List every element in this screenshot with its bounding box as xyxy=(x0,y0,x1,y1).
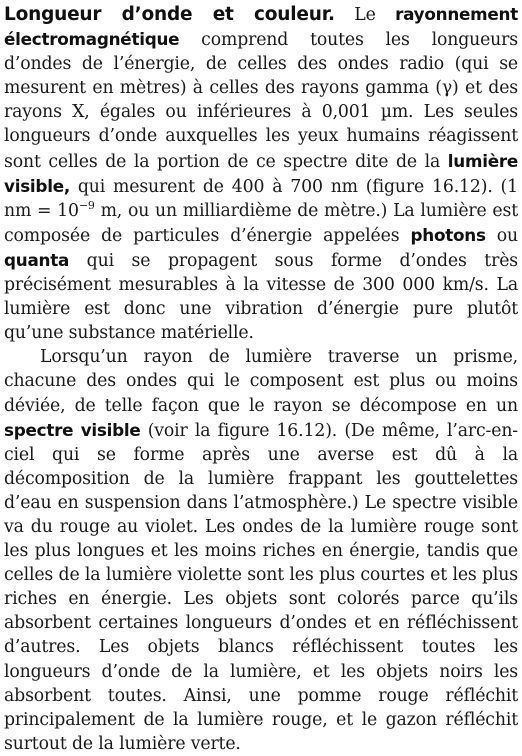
paragraph-2 xyxy=(4,345,518,756)
document-page xyxy=(4,2,518,756)
p1-text-2: comprend toutes les longueurs d’ondes de l’énergie, de celles des ondes radio (qui se mesurent en mètres) à celles des rayons gamma (γ) et des rayons X, égales ou inférieures à 0,001 µm. Les seules longueurs d’onde auxquelles les yeux humains réagissent sont celles de la portion de ce spectre dite de la xyxy=(4,30,518,172)
section-heading: Longueur d’onde et couleur. xyxy=(4,4,335,25)
p2-text-2: (voir la figure 16.12). (De même, l’arc-en-ciel qui se forme après une averse est dû à la décomposition de la lumière frappant les gouttelettes d’eau en suspension dans l’atmosphère.) Le spectre visible va du rouge au violet. Les ondes de la lumière rouge sont les plus longues et les moins riches en énergie, tandis que celles de la lumière violette sont les plus courtes et les plus riches en énergie. Les objets sont colorés parce qu’ils absorbent certaines longueurs d’ondes et en réfléchissent d’autres. Les objets blancs réfléchissent toutes les longueurs d’onde de la lumière, et les objets noirs les absorbent toutes. Ainsi, une pomme rouge réfléchit principalement de la lumière rouge, et le gazon réfléchit surtout de la lumière verte. xyxy=(4,420,518,754)
p1-text-5: ou xyxy=(485,225,518,246)
p1-text-4: m, ou un milliardième de mètre.) La lumière est composée de particules d’énergie appelées xyxy=(4,200,518,246)
p1-text-1: Le xyxy=(334,5,396,25)
term-visible-light: lumière visible, xyxy=(4,150,518,196)
exponent-minus-nine: −9 xyxy=(78,198,95,212)
paragraph-1 xyxy=(4,2,518,345)
term-visible-spectrum: spectre visible xyxy=(4,419,141,440)
p1-text-6: qui se propagent sous forme d’ondes très précisément mesurables à la vitesse de 300 000 km/s. La lumière est donc une vibration d’énergie pure plutôt qu’une substance matérielle. xyxy=(4,250,518,344)
p1-text-3: qui mesurent de 400 à 700 nm (figure 16.12). (1 nm = 10 xyxy=(4,176,518,221)
term-electromagnetic-radiation: rayonnement électromagnétique xyxy=(4,4,518,50)
term-photons: photons xyxy=(410,224,486,245)
p2-text-1: Lorsqu’un rayon de lumière traverse un prisme, chacune des ondes qui le composent est plus ou moins déviée, de telle façon que le rayon se décompose en un xyxy=(4,347,518,416)
term-quanta: quanta xyxy=(4,249,70,270)
